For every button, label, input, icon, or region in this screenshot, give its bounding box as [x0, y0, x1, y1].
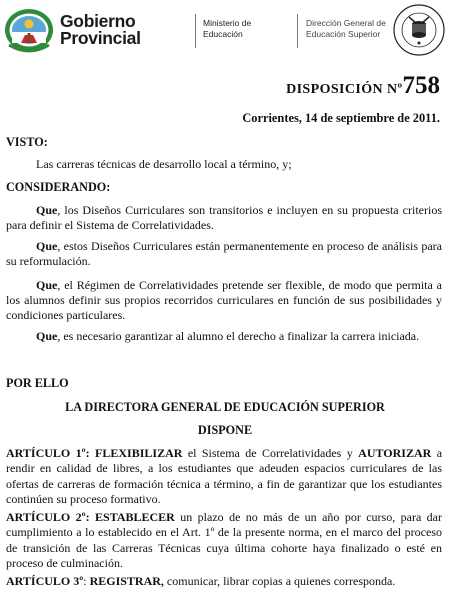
header-divider	[195, 14, 196, 48]
direction-line-1: Dirección General de	[306, 18, 386, 28]
article-1-verb-2: AUTORIZAR	[358, 446, 432, 460]
article-2-text: un plazo de no más de un año por curso, para dar cumplimiento a lo establecido en el Art. 1º de la presente norma, en el marco del proceso de transición de las Carreras Técnicas cuya última cohorte haya finalizado o esté en proceso de culminación.	[6, 510, 443, 570]
que-word: Que	[36, 239, 58, 253]
direction-name	[306, 18, 386, 40]
disposition-title	[286, 72, 440, 100]
ministry-line-1: Ministerio de	[203, 18, 252, 28]
considerando-paragraph	[6, 329, 442, 344]
article-3-text: comunicar, librar copias a quienes corresponda.	[163, 574, 396, 588]
disposition-prefix: DISPOSICIÓN Nº	[286, 82, 403, 97]
brand-name	[60, 13, 141, 47]
brand-line-2: Provincial	[60, 28, 141, 48]
considerando-text: , los Diseños Curriculares son transitorios e incluyen en su propuesta criterios para definir el Sistema de Correlatividades.	[6, 203, 442, 232]
article-3-verb: REGISTRAR,	[89, 574, 164, 588]
que-word: Que	[36, 329, 58, 343]
que-word: Que	[36, 278, 58, 292]
article-1-label: ARTÍCULO 1º:	[6, 446, 90, 460]
header-divider	[297, 14, 298, 48]
article-3-label: ARTÍCULO 3º	[6, 574, 84, 588]
directora-heading: LA DIRECTORA GENERAL DE EDUCACIÓN SUPERIOR	[65, 400, 385, 414]
considerando-text: , estos Diseños Curriculares están permanentemente en proceso de análisis para su reformulación.	[6, 239, 442, 268]
considerando-paragraph	[6, 239, 442, 269]
dispone-heading: DISPONE	[197, 423, 253, 437]
provincial-seal-icon	[3, 7, 55, 55]
article-2	[6, 510, 442, 571]
visto-text: Las carreras técnicas de desarrollo local a término, y;	[36, 157, 292, 171]
disposition-number: 758	[402, 72, 440, 99]
considerando-heading: CONSIDERANDO:	[6, 180, 111, 194]
article-1-verb: FLEXIBILIZAR	[95, 446, 183, 460]
tambor-year-logo-icon	[392, 3, 446, 57]
ministry-line-2: Educación	[203, 29, 243, 39]
article-3-colon: :	[83, 574, 90, 588]
ministry-name	[203, 18, 251, 40]
considerando-text: , el Régimen de Correlatividades pretende ser flexible, de modo que permita a los alumnos definir sus propios recorridos curriculares en función de sus posibilidades y condiciones particulares.	[6, 278, 442, 322]
letterhead	[0, 0, 450, 60]
article-2-verb: ESTABLECER	[95, 510, 175, 524]
document-date: Corrientes, 14 de septiembre de 2011.	[242, 111, 440, 125]
por-ello: POR ELLO	[6, 376, 69, 390]
brand-line-1: Gobierno	[60, 11, 136, 31]
considerando-paragraph	[6, 278, 442, 323]
article-1	[6, 446, 442, 507]
que-word: Que	[36, 203, 58, 217]
article-3	[6, 574, 442, 589]
article-1-text-2: a rendir en calidad de libres, a los estudiantes que adeuden espacios curriculares de las ofertas de carreras de formación técnica a término, a fin de garantizar que los estudiantes continúen su proceso formativo.	[6, 446, 443, 506]
considerando-text: , es necesario garantizar al alumno el derecho a finalizar la carrera iniciada.	[57, 329, 420, 343]
article-1-text: el Sistema de Correlatividades y	[182, 446, 359, 460]
direction-line-2: Educación Superior	[306, 29, 381, 39]
visto-heading: VISTO:	[6, 135, 48, 149]
considerando-paragraph	[6, 203, 442, 233]
article-2-label: ARTÍCULO 2º:	[6, 510, 90, 524]
